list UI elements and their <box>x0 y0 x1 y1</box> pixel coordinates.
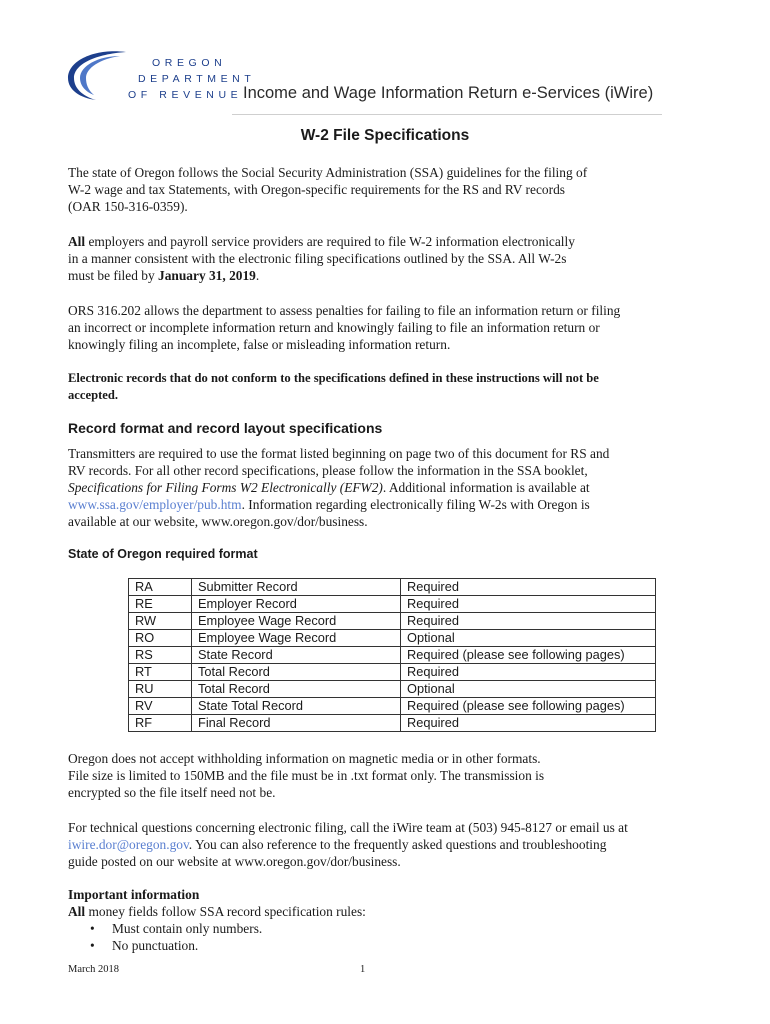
technical-line: guide posted on our website at www.oregon.gov/dor/business. <box>68 854 401 869</box>
media-line: Oregon does not accept withholding information on magnetic media or in other formats. <box>68 751 541 766</box>
record-status: Required <box>401 613 656 630</box>
emphasis-all: All <box>68 904 86 919</box>
list-item <box>90 920 262 937</box>
record-code: RS <box>129 647 192 664</box>
warning-paragraph <box>68 370 708 404</box>
bullet-text: Must contain only numbers. <box>112 921 263 936</box>
table-row <box>129 664 656 681</box>
important-line <box>68 903 708 920</box>
record-code: RT <box>129 664 192 681</box>
table-row <box>129 630 656 647</box>
logo-line-revenue: OF REVENUE <box>128 89 243 101</box>
record-status: Required <box>401 596 656 613</box>
ors-line: knowingly filing an incomplete, false or misleading information return. <box>68 337 451 352</box>
technical-line2-text: . You can also reference to the frequently asked questions and troubleshooting <box>188 837 607 852</box>
record-format-line: Transmitters are required to use the format listed beginning on page two of this document for RS and <box>68 446 610 461</box>
record-status: Required (please see following pages) <box>401 647 656 664</box>
technical-line: For technical questions concerning electronic filing, call the iWire team at (503) 945-8127 or email us at <box>68 820 628 835</box>
important-line-text: money fields follow SSA record specification rules: <box>85 904 366 919</box>
record-name: Total Record <box>192 664 401 681</box>
record-code: RW <box>129 613 192 630</box>
record-name: State Record <box>192 647 401 664</box>
record-name: Employer Record <box>192 596 401 613</box>
important-heading: Important information <box>68 887 200 902</box>
record-status: Optional <box>401 681 656 698</box>
record-name: Employee Wage Record <box>192 630 401 647</box>
record-format-line3-text: . Additional information is available at <box>382 480 590 495</box>
employers-line <box>68 233 708 250</box>
table-row <box>129 579 656 596</box>
record-format-line: available at our website, www.oregon.gov/dor/business. <box>68 514 368 529</box>
record-code: RV <box>129 698 192 715</box>
intro-line: (OAR 150-316-0359). <box>68 199 188 214</box>
ssa-employer-link[interactable]: www.ssa.gov/employer/pub.htm <box>68 497 242 512</box>
emphasis-all: All <box>68 234 86 249</box>
warning-line: accepted. <box>68 388 119 402</box>
table-row <box>129 715 656 732</box>
bullet-text: No punctuation. <box>112 938 199 953</box>
record-status: Required (please see following pages) <box>401 698 656 715</box>
ors-line: an incorrect or incomplete information return and knowingly failing to file an information return or <box>68 320 600 335</box>
record-format-line4-text: . Information regarding electronically filing W-2s with Oregon is <box>241 497 590 512</box>
record-code: RE <box>129 596 192 613</box>
media-line: encrypted so the file itself need not be. <box>68 785 276 800</box>
table-row <box>129 647 656 664</box>
table-row <box>129 613 656 630</box>
record-format-heading: Record format and record layout specifications <box>68 420 383 436</box>
table-row <box>129 596 656 613</box>
important-bullet-list <box>90 920 262 954</box>
oregon-dor-logo-swoosh-icon <box>62 46 132 104</box>
ssa-booklet-title: Specifications for Filing Forms W2 Electronically (EFW2) <box>68 480 383 495</box>
record-name: State Total Record <box>192 698 401 715</box>
employers-line3-text: must be filed by <box>68 268 159 283</box>
media-paragraph <box>68 750 708 801</box>
iwire-email-link[interactable]: iwire.dor@oregon.gov <box>68 837 189 852</box>
header-divider <box>232 114 662 115</box>
employers-line: in a manner consistent with the electronic filing specifications outlined by the SSA. All W-2s <box>68 251 567 266</box>
record-code: RO <box>129 630 192 647</box>
employers-line1-text: employers and payroll service providers are required to file W-2 information electronically <box>85 234 575 249</box>
record-name: Total Record <box>192 681 401 698</box>
intro-paragraph <box>68 164 708 215</box>
record-status: Required <box>401 664 656 681</box>
employers-line <box>68 267 708 284</box>
record-name: Employee Wage Record <box>192 613 401 630</box>
list-item <box>90 937 262 954</box>
page-number: 1 <box>360 964 366 975</box>
important-paragraph <box>68 886 708 920</box>
technical-paragraph <box>68 819 708 870</box>
record-code: RF <box>129 715 192 732</box>
footer-date: March 2018 <box>68 964 120 975</box>
record-format-line <box>68 496 708 513</box>
document-title: W-2 File Specifications <box>300 127 470 144</box>
filing-deadline: January 31, 2019 <box>158 268 256 283</box>
record-format-line <box>68 479 708 496</box>
logo-line-oregon: OREGON <box>152 57 227 69</box>
bullet-icon: • <box>90 938 95 953</box>
record-code: RA <box>129 579 192 596</box>
record-format-line: RV records. For all other record specifications, please follow the information in the SSA booklet, <box>68 463 588 478</box>
header-title: Income and Wage Information Return e-Services (iWire) <box>243 84 654 102</box>
intro-line: W-2 wage and tax Statements, with Oregon-specific requirements for the RS and RV records <box>68 182 565 197</box>
intro-line: The state of Oregon follows the Social Security Administration (SSA) guidelines for the filing of <box>68 165 588 180</box>
ors-paragraph <box>68 302 708 353</box>
warning-line: Electronic records that do not conform to the specifications defined in these instructions will not be <box>68 371 599 385</box>
record-code: RU <box>129 681 192 698</box>
required-format-heading: State of Oregon required format <box>68 547 258 561</box>
technical-line <box>68 836 708 853</box>
record-name: Submitter Record <box>192 579 401 596</box>
record-status: Optional <box>401 630 656 647</box>
logo-line-department: DEPARTMENT <box>138 73 256 85</box>
record-format-paragraph <box>68 445 708 530</box>
bullet-icon: • <box>90 921 95 936</box>
employers-line3-end: . <box>255 268 260 283</box>
table-row <box>129 698 656 715</box>
employers-paragraph <box>68 233 708 284</box>
record-status: Required <box>401 715 656 732</box>
record-name: Final Record <box>192 715 401 732</box>
table-row <box>129 681 656 698</box>
ors-line: ORS 316.202 allows the department to assess penalties for failing to file an information return or filing <box>68 303 621 318</box>
media-line: File size is limited to 150MB and the file must be in .txt format only. The transmission is <box>68 768 545 783</box>
record-types-table <box>128 578 656 732</box>
record-status: Required <box>401 579 656 596</box>
